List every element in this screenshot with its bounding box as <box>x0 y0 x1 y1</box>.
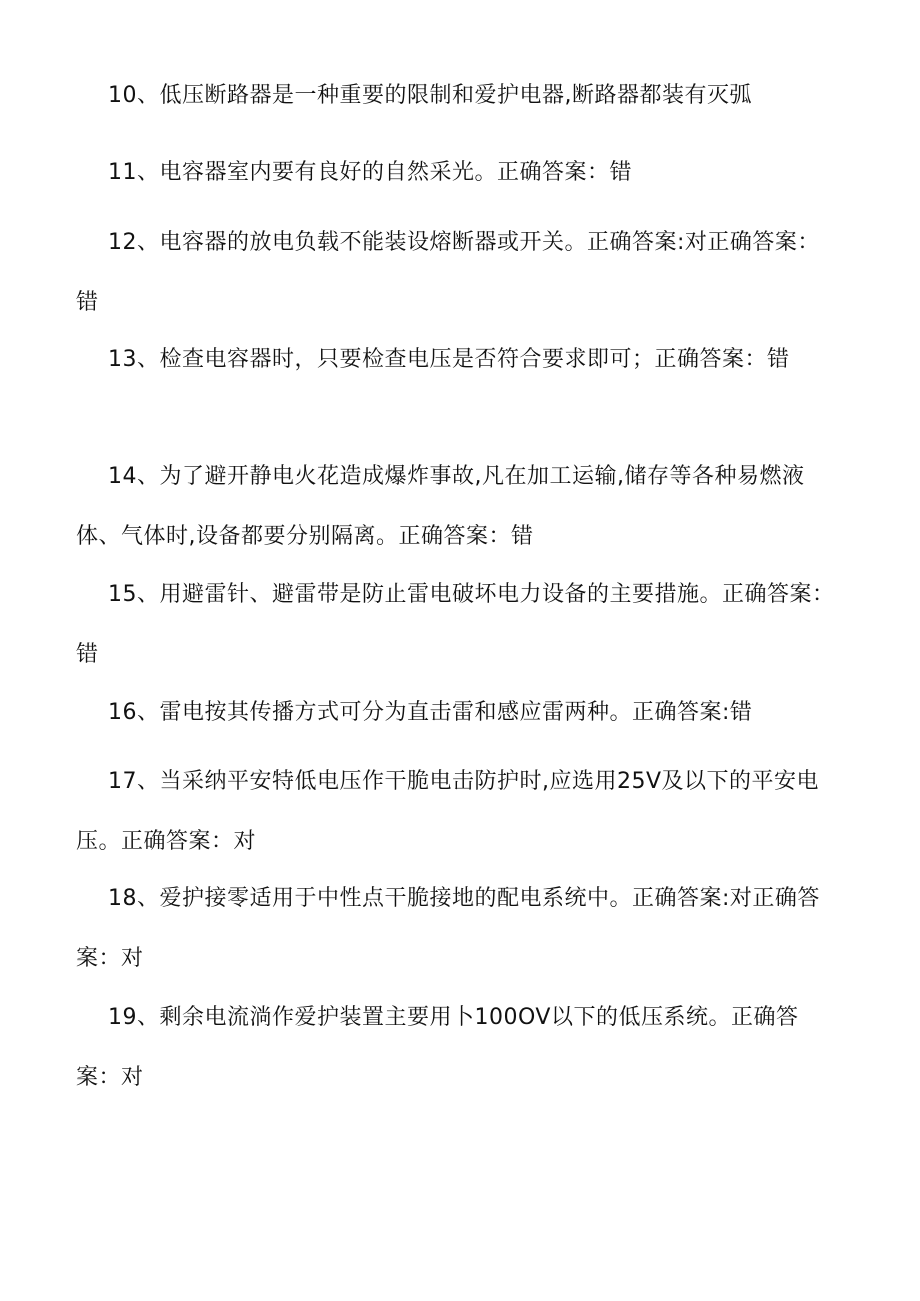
question-12: 12、电容器的放电负载不能装设熔断器或开关。正确答案:对正确答案：错 <box>76 230 820 315</box>
question-11: 11、电容器室内要有良好的自然采光。正确答案：错 <box>108 160 632 185</box>
question-16: 16、雷电按其传播方式可分为直击雷和感应雷两种。正确答案:错 <box>108 700 753 725</box>
question-10: 10、低压断路器是一种重要的限制和爱护电器,断路器都装有灭弧 <box>108 83 752 108</box>
question-17: 17、当采纳平安特低电压作干脆电击防护时,应选用25V及以下的平安电压。正确答案：对 <box>76 769 820 854</box>
question-14: 14、为了避开静电火花造成爆炸事故,凡在加工运输,储存等各种易燃液体、气体时,设备都要分别隔离。正确答案：错 <box>76 464 805 549</box>
question-19: 19、剩余电流淌作爱护装置主要用卜100OV以下的低压系统。正确答案：对 <box>76 1005 799 1090</box>
question-15: 15、用避雷针、避雷带是防止雷电破坏电力设备的主要措施。正确答案：错 <box>76 582 835 667</box>
question-13: 13、检查电容器时，只要检查电压是否符合要求即可；正确答案：错 <box>108 347 790 372</box>
question-18: 18、爱护接零适用于中性点干脆接地的配电系统中。正确答案:对正确答案：对 <box>76 886 820 971</box>
